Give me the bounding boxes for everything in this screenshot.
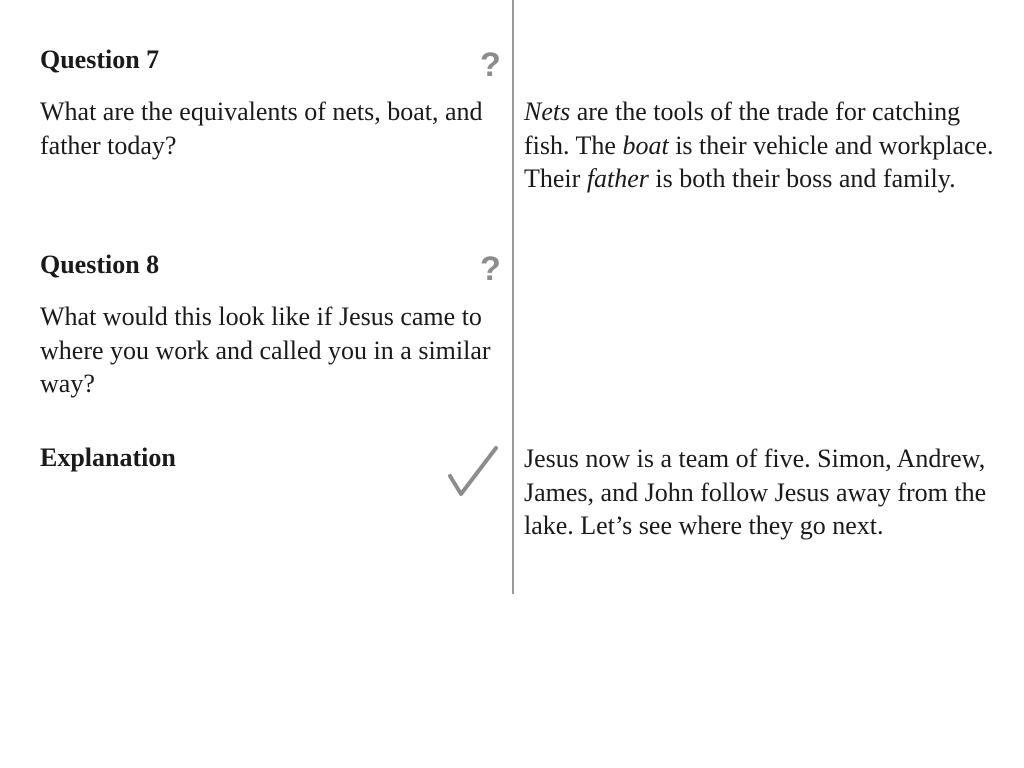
- explanation-heading: Explanation: [40, 443, 176, 472]
- answer-part-1: are the tools of the trade for catching fish. The: [524, 97, 961, 160]
- question-8-heading: Question 8: [40, 250, 160, 279]
- question-7-text: What are the equivalents of nets, boat, and father today?: [40, 97, 483, 160]
- answer-nets-word: Nets: [524, 97, 571, 126]
- question-7-heading: Question 7: [40, 45, 160, 74]
- question-7-answer: [524, 95, 994, 196]
- question-8-text: What would this look like if Jesus came to where you work and called you in a similar way?: [40, 302, 491, 398]
- question-mark-icon: ?: [480, 46, 501, 84]
- answer-boat-word: boat: [622, 130, 669, 160]
- answer-part-2: is their vehicle and workplace. Their: [524, 130, 994, 193]
- answer-part-3: is both their boss and family.: [648, 164, 956, 193]
- question-mark-icon: ?: [480, 250, 501, 288]
- explanation-text: Jesus now is a team of five. Simon, Andrew, James, and John follow Jesus away from the lake. Let’s see where they go next.: [524, 444, 987, 540]
- answer-father-word: father: [586, 164, 649, 193]
- column-divider: [512, 0, 514, 594]
- checkmark-icon: [446, 444, 500, 498]
